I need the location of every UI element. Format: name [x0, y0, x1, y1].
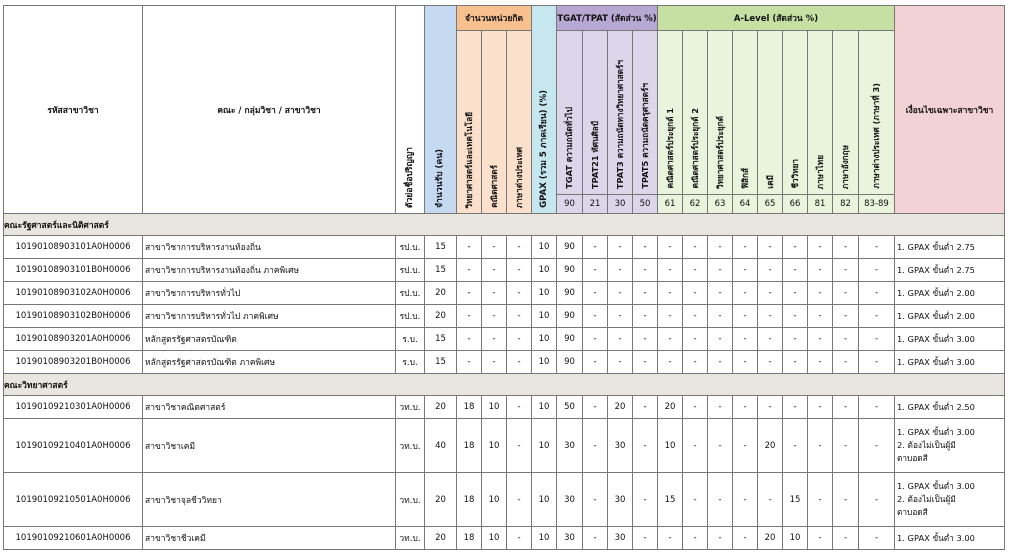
code-alevel-81: 81: [808, 195, 833, 214]
condition-line: ตาบอดสี: [897, 453, 928, 463]
cell-a66: -: [783, 282, 808, 305]
cell-a63: -: [708, 328, 733, 351]
table-row: [4, 396, 1005, 419]
condition-line: 1. GPAX ขั้นต่ำ 2.50: [897, 401, 975, 412]
cell-conditions: [895, 328, 1005, 351]
header-alevel-83: ภาษาต่างประเทศ (ภาษาที่ 3): [859, 31, 895, 195]
code-alevel-63: 63: [708, 195, 733, 214]
cell-conditions: [895, 351, 1005, 374]
cell-t90: 90: [557, 282, 583, 305]
cell-conditions: [895, 236, 1005, 259]
cell-a64: -: [733, 305, 758, 328]
cell-a83: -: [859, 527, 895, 550]
cell-code: 10190108903201B0H0006: [4, 351, 143, 374]
code-tpat-30: 30: [608, 195, 633, 214]
header-alevel-66: ชีววิทยา: [783, 31, 808, 195]
cell-t50: -: [633, 236, 658, 259]
cell-t90: 30: [557, 527, 583, 550]
cell-target: 15: [425, 259, 457, 282]
cell-a64: -: [733, 259, 758, 282]
cell-name: สาขาวิชาชีวเคมี: [143, 527, 396, 550]
cell-a62: -: [683, 419, 708, 473]
cell-u1: -: [457, 236, 482, 259]
cell-t30: -: [608, 282, 633, 305]
cell-conditions: [895, 305, 1005, 328]
cell-u2: -: [482, 282, 507, 305]
cell-a64: -: [733, 396, 758, 419]
section-header-row: [4, 214, 1005, 236]
cell-t21: -: [583, 473, 608, 527]
cell-a81: -: [808, 236, 833, 259]
cell-a83: -: [859, 473, 895, 527]
cell-a82: -: [833, 236, 859, 259]
cell-gpax: 10: [532, 259, 557, 282]
table-row: [4, 259, 1005, 282]
cell-u1: 18: [457, 396, 482, 419]
cell-gpax: 10: [532, 305, 557, 328]
condition-line: 1. GPAX ขั้นต่ำ 3.00: [897, 427, 975, 437]
header-alevel-81: ภาษาไทย: [808, 31, 833, 195]
cell-a65: -: [758, 259, 783, 282]
cell-a81: -: [808, 419, 833, 473]
cell-u1: 18: [457, 527, 482, 550]
cell-a63: -: [708, 305, 733, 328]
cell-u2: 10: [482, 473, 507, 527]
cell-u3: -: [507, 527, 532, 550]
code-alevel-66: 66: [783, 195, 808, 214]
cell-a63: -: [708, 419, 733, 473]
cell-a66: 15: [783, 473, 808, 527]
header-tpat-50: TPAT5 ความถนัดครุศาสตร์ฯ: [633, 31, 658, 195]
cell-t21: -: [583, 328, 608, 351]
cell-a61: -: [658, 305, 683, 328]
cell-u3: -: [507, 282, 532, 305]
cell-a63: -: [708, 282, 733, 305]
cell-degree: วท.บ.: [396, 396, 425, 419]
cell-t30: -: [608, 259, 633, 282]
cell-conditions: [895, 396, 1005, 419]
cell-a62: -: [683, 396, 708, 419]
code-alevel-62: 62: [683, 195, 708, 214]
section-title: คณะรัฐศาสตร์และนิติศาสตร์: [4, 214, 1005, 236]
cell-a64: -: [733, 419, 758, 473]
condition-line: 1. GPAX ขั้นต่ำ 2.75: [897, 241, 975, 252]
cell-a62: -: [683, 236, 708, 259]
cell-t21: -: [583, 282, 608, 305]
cell-name: สาขาวิชาคณิตศาสตร์: [143, 396, 396, 419]
condition-line: 1. GPAX ขั้นต่ำ 3.00: [897, 356, 975, 367]
header-units-group: จำนวนหน่วยกิต: [457, 6, 532, 31]
cell-u3: -: [507, 419, 532, 473]
cell-a61: -: [658, 328, 683, 351]
cell-t30: 30: [608, 473, 633, 527]
cell-code: 10190108903101A0H0006: [4, 236, 143, 259]
cell-name: สาขาวิชาการบริหารงานท้องถิ่น ภาคพิเศษ: [143, 259, 396, 282]
cell-a81: -: [808, 282, 833, 305]
cell-a62: -: [683, 527, 708, 550]
cell-u2: 10: [482, 527, 507, 550]
cell-t21: -: [583, 305, 608, 328]
cell-a62: -: [683, 282, 708, 305]
cell-a61: -: [658, 282, 683, 305]
section-title: คณะวิทยาศาสตร์: [4, 374, 1005, 396]
cell-u3: -: [507, 259, 532, 282]
cell-a82: -: [833, 259, 859, 282]
cell-t90: 30: [557, 419, 583, 473]
cell-u2: 10: [482, 419, 507, 473]
cell-a66: -: [783, 396, 808, 419]
header-unit-sci: วิทยาศาสตร์และเทคโนโลยี: [457, 31, 482, 214]
header-gpax: GPAX (รวม 5 ภาคเรียน) (%): [532, 6, 557, 214]
cell-name: สาขาวิชาการบริหารงานท้องถิ่น: [143, 236, 396, 259]
cell-target: 20: [425, 473, 457, 527]
cell-a81: -: [808, 396, 833, 419]
header-unit-math: คณิตศาสตร์: [482, 31, 507, 214]
cell-target: 15: [425, 236, 457, 259]
cell-a66: -: [783, 236, 808, 259]
table-row: [4, 527, 1005, 550]
cell-a83: -: [859, 351, 895, 374]
cell-t30: 20: [608, 396, 633, 419]
cell-code: 10190109210401A0H0006: [4, 419, 143, 473]
table-row: [4, 419, 1005, 473]
cell-t21: -: [583, 236, 608, 259]
cell-t30: -: [608, 305, 633, 328]
condition-line: 1. GPAX ขั้นต่ำ 3.00: [897, 481, 975, 491]
cell-a83: -: [859, 328, 895, 351]
cell-a61: 10: [658, 419, 683, 473]
cell-degree: รป.บ.: [396, 236, 425, 259]
condition-line: 2. ต้องไม่เป็นผู้มี: [897, 494, 956, 504]
cell-t30: -: [608, 328, 633, 351]
condition-line: 1. GPAX ขั้นต่ำ 3.00: [897, 333, 975, 344]
cell-code: 10190108903102B0H0006: [4, 305, 143, 328]
cell-a62: -: [683, 473, 708, 527]
code-tpat-50: 50: [633, 195, 658, 214]
cell-u2: -: [482, 259, 507, 282]
header-alevel-61: คณิตศาสตร์ประยุกต์ 1: [658, 31, 683, 195]
cell-a83: -: [859, 282, 895, 305]
cell-a65: -: [758, 305, 783, 328]
table-row: [4, 236, 1005, 259]
cell-u1: -: [457, 282, 482, 305]
header-tgat-group: TGAT/TPAT (สัดส่วน %): [557, 6, 658, 31]
header-target: จำนวนรับ (คน): [425, 6, 457, 214]
cell-a63: -: [708, 236, 733, 259]
condition-line: 1. GPAX ขั้นต่ำ 3.00: [897, 532, 975, 543]
table-row: [4, 305, 1005, 328]
cell-code: 10190108903102A0H0006: [4, 282, 143, 305]
header-alevel-63: วิทยาศาสตร์ประยุกต์: [708, 31, 733, 195]
cell-u1: 18: [457, 419, 482, 473]
condition-line: 2. ต้องไม่เป็นผู้มี: [897, 440, 956, 450]
cell-t30: 30: [608, 527, 633, 550]
cell-a65: -: [758, 396, 783, 419]
cell-name: หลักสูตรรัฐศาสตรบัณฑิต: [143, 328, 396, 351]
cell-t21: -: [583, 259, 608, 282]
cell-a82: -: [833, 473, 859, 527]
cell-a62: -: [683, 259, 708, 282]
cell-u1: -: [457, 328, 482, 351]
header-faculty: คณะ / กลุ่มวิชา / สาขาวิชา: [143, 6, 396, 214]
cell-a83: -: [859, 259, 895, 282]
cell-degree: รป.บ.: [396, 282, 425, 305]
table-row: [4, 328, 1005, 351]
cell-name: หลักสูตรรัฐศาสตรบัณฑิต ภาคพิเศษ: [143, 351, 396, 374]
header-tpat-21: TPAT21 ทัศนศิลป์: [583, 31, 608, 195]
cell-a62: -: [683, 305, 708, 328]
table-row: [4, 282, 1005, 305]
cell-t50: -: [633, 328, 658, 351]
condition-line: 1. GPAX ขั้นต่ำ 2.75: [897, 264, 975, 275]
cell-a82: -: [833, 282, 859, 305]
cell-degree: วท.บ.: [396, 419, 425, 473]
cell-a64: -: [733, 236, 758, 259]
cell-gpax: 10: [532, 328, 557, 351]
cell-a65: -: [758, 351, 783, 374]
header-alevel-64: ฟิสิกส์: [733, 31, 758, 195]
cell-a65: -: [758, 282, 783, 305]
cell-name: สาขาวิชาเคมี: [143, 419, 396, 473]
cell-u3: -: [507, 328, 532, 351]
cell-a63: -: [708, 351, 733, 374]
cell-t50: -: [633, 351, 658, 374]
header-unit-lang: ภาษาต่างประเทศ: [507, 31, 532, 214]
cell-u2: -: [482, 328, 507, 351]
cell-conditions: [895, 282, 1005, 305]
code-alevel-64: 64: [733, 195, 758, 214]
cell-target: 20: [425, 527, 457, 550]
cell-name: สาขาวิชาการบริหารทั่วไป ภาคพิเศษ: [143, 305, 396, 328]
cell-u1: -: [457, 351, 482, 374]
cell-gpax: 10: [532, 396, 557, 419]
cell-a63: -: [708, 259, 733, 282]
cell-a65: -: [758, 328, 783, 351]
cell-a82: -: [833, 396, 859, 419]
cell-target: 15: [425, 351, 457, 374]
cell-t21: -: [583, 351, 608, 374]
code-alevel-83: 83-89: [859, 195, 895, 214]
cell-a61: 20: [658, 396, 683, 419]
cell-u3: -: [507, 396, 532, 419]
code-alevel-61: 61: [658, 195, 683, 214]
cell-a82: -: [833, 419, 859, 473]
cell-conditions: [895, 473, 1005, 527]
cell-conditions: [895, 527, 1005, 550]
cell-a64: -: [733, 473, 758, 527]
table-row: [4, 473, 1005, 527]
cell-t90: 90: [557, 328, 583, 351]
cell-a61: 15: [658, 473, 683, 527]
cell-a65: 20: [758, 419, 783, 473]
cell-target: 20: [425, 282, 457, 305]
cell-a66: -: [783, 351, 808, 374]
cell-degree: ร.บ.: [396, 351, 425, 374]
cell-a66: -: [783, 259, 808, 282]
cell-a83: -: [859, 419, 895, 473]
cell-code: 10190109210601A0H0006: [4, 527, 143, 550]
cell-t50: -: [633, 419, 658, 473]
cell-a81: -: [808, 259, 833, 282]
condition-line: ตาบอดสี: [897, 507, 928, 517]
cell-name: สาขาวิชาการบริหารทั่วไป: [143, 282, 396, 305]
cell-a83: -: [859, 305, 895, 328]
cell-degree: วท.บ.: [396, 473, 425, 527]
cell-degree: รป.บ.: [396, 259, 425, 282]
header-alevel-82: ภาษาอังกฤษ: [833, 31, 859, 195]
cell-t50: -: [633, 396, 658, 419]
table-row: [4, 351, 1005, 374]
cell-a66: -: [783, 305, 808, 328]
cell-a65: 20: [758, 527, 783, 550]
cell-a81: -: [808, 328, 833, 351]
cell-t30: -: [608, 351, 633, 374]
cell-a65: -: [758, 473, 783, 527]
table-body: [4, 214, 1005, 550]
cell-target: 15: [425, 328, 457, 351]
cell-u2: -: [482, 351, 507, 374]
cell-a82: -: [833, 328, 859, 351]
cell-u2: -: [482, 305, 507, 328]
cell-t90: 50: [557, 396, 583, 419]
cell-gpax: 10: [532, 473, 557, 527]
code-tgat-90: 90: [557, 195, 583, 214]
cell-u1: 18: [457, 473, 482, 527]
admission-table: [3, 5, 1005, 550]
cell-a66: -: [783, 328, 808, 351]
cell-name: สาขาวิชาจุลชีววิทยา: [143, 473, 396, 527]
header-degree: ตัวย่อชื่อปริญญา: [396, 6, 425, 214]
cell-a61: -: [658, 236, 683, 259]
cell-u3: -: [507, 305, 532, 328]
cell-u1: -: [457, 305, 482, 328]
code-alevel-82: 82: [833, 195, 859, 214]
cell-t30: -: [608, 236, 633, 259]
condition-line: 1. GPAX ขั้นต่ำ 2.00: [897, 310, 975, 321]
cell-a64: -: [733, 328, 758, 351]
cell-gpax: 10: [532, 236, 557, 259]
cell-degree: รป.บ.: [396, 305, 425, 328]
cell-t90: 90: [557, 236, 583, 259]
cell-t50: -: [633, 282, 658, 305]
cell-t50: -: [633, 527, 658, 550]
cell-a81: -: [808, 351, 833, 374]
cell-a63: -: [708, 396, 733, 419]
cell-t50: -: [633, 259, 658, 282]
cell-target: 20: [425, 396, 457, 419]
cell-a65: -: [758, 236, 783, 259]
cell-gpax: 10: [532, 527, 557, 550]
cell-t90: 90: [557, 351, 583, 374]
cell-u1: -: [457, 259, 482, 282]
header-alevel-group: A-Level (สัดส่วน %): [658, 6, 895, 31]
cell-a66: -: [783, 419, 808, 473]
cell-a64: -: [733, 282, 758, 305]
cell-conditions: [895, 259, 1005, 282]
code-tpat-21: 21: [583, 195, 608, 214]
cell-u3: -: [507, 351, 532, 374]
code-alevel-65: 65: [758, 195, 783, 214]
cell-code: 10190108903201A0H0006: [4, 328, 143, 351]
header-alevel-62: คณิตศาสตร์ประยุกต์ 2: [683, 31, 708, 195]
cell-a66: 10: [783, 527, 808, 550]
cell-a62: -: [683, 328, 708, 351]
header-tpat-30: TPAT3 ความถนัดทางวิทยาศาสตร์ฯ: [608, 31, 633, 195]
cell-gpax: 10: [532, 351, 557, 374]
cell-a61: -: [658, 259, 683, 282]
cell-a81: -: [808, 305, 833, 328]
cell-code: 10190109210501A0H0006: [4, 473, 143, 527]
cell-degree: วท.บ.: [396, 527, 425, 550]
cell-u3: -: [507, 236, 532, 259]
cell-a61: -: [658, 527, 683, 550]
cell-a62: -: [683, 351, 708, 374]
cell-code: 10190109210301A0H0006: [4, 396, 143, 419]
cell-target: 20: [425, 305, 457, 328]
cell-u3: -: [507, 473, 532, 527]
cell-a63: -: [708, 473, 733, 527]
cell-t21: -: [583, 419, 608, 473]
cell-t90: 90: [557, 305, 583, 328]
cell-degree: ร.บ.: [396, 328, 425, 351]
cell-gpax: 10: [532, 419, 557, 473]
cell-a83: -: [859, 236, 895, 259]
cell-t50: -: [633, 473, 658, 527]
cell-a82: -: [833, 351, 859, 374]
cell-gpax: 10: [532, 282, 557, 305]
cell-a64: -: [733, 351, 758, 374]
cell-a82: -: [833, 305, 859, 328]
cell-a61: -: [658, 351, 683, 374]
cell-a63: -: [708, 527, 733, 550]
cell-t21: -: [583, 527, 608, 550]
cell-a82: -: [833, 527, 859, 550]
cell-a64: -: [733, 527, 758, 550]
cell-t50: -: [633, 305, 658, 328]
cell-t30: 30: [608, 419, 633, 473]
cell-t21: -: [583, 396, 608, 419]
section-header-row: [4, 374, 1005, 396]
cell-a81: -: [808, 527, 833, 550]
cell-target: 40: [425, 419, 457, 473]
header-tgat-90: TGAT ความถนัดทั่วไป: [557, 31, 583, 195]
cell-t90: 30: [557, 473, 583, 527]
header-conditions: เงื่อนไขเฉพาะสาขาวิชา: [895, 6, 1005, 214]
header-alevel-65: เคมี: [758, 31, 783, 195]
cell-conditions: [895, 419, 1005, 473]
condition-line: 1. GPAX ขั้นต่ำ 2.00: [897, 287, 975, 298]
cell-t90: 90: [557, 259, 583, 282]
cell-a81: -: [808, 473, 833, 527]
cell-u2: 10: [482, 396, 507, 419]
cell-a83: -: [859, 396, 895, 419]
cell-code: 10190108903101B0H0006: [4, 259, 143, 282]
cell-u2: -: [482, 236, 507, 259]
header-code: รหัสสาขาวิชา: [4, 6, 143, 214]
